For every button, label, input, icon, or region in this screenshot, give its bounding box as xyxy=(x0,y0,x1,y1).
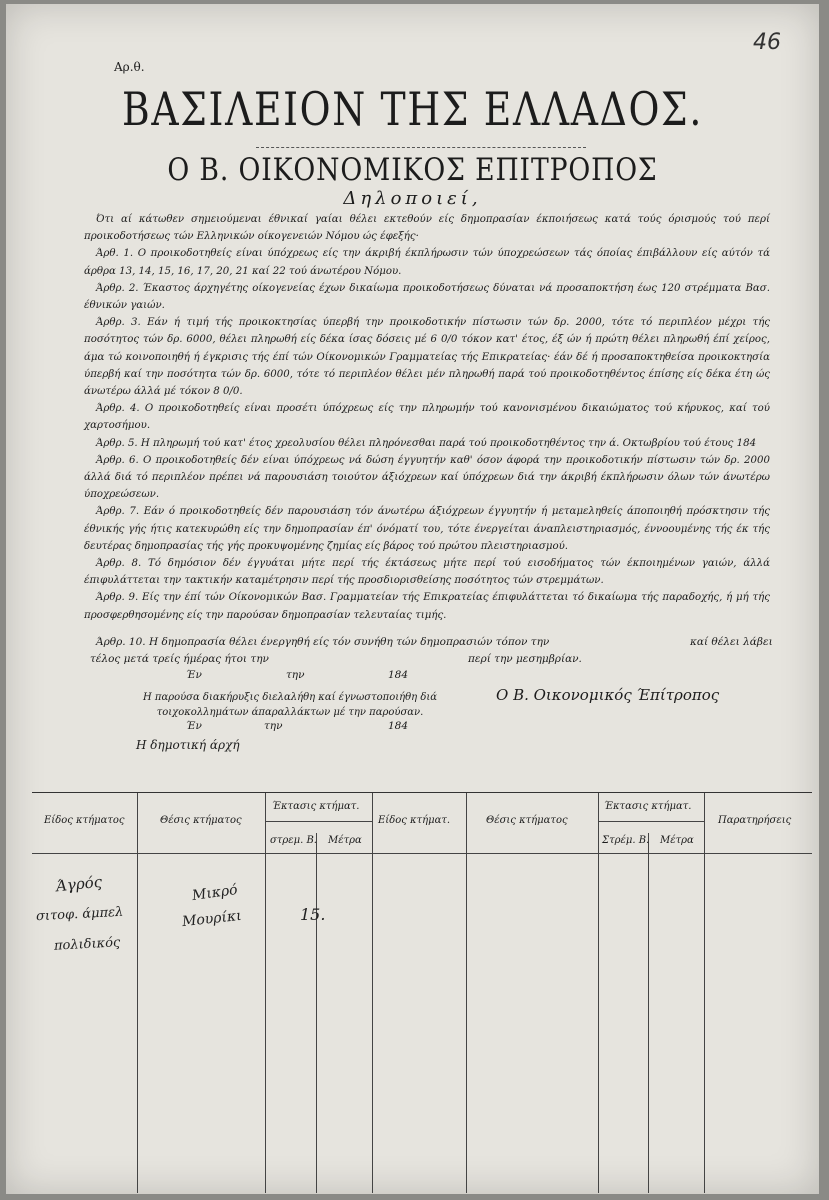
extent-header-rule xyxy=(598,821,704,822)
extent-header-rule xyxy=(265,821,372,822)
table-col-divider xyxy=(316,833,317,1193)
table-col-divider xyxy=(648,833,649,1193)
title-divider xyxy=(256,147,586,148)
page-number: 46 xyxy=(753,30,781,55)
col-kind-header: Είδος κτήματος xyxy=(44,815,125,826)
col-strem-header: στρεμ. Β. xyxy=(270,835,317,846)
article-9: Άρθρ. 9. Είς την έπί τών Οίκονομικών Βασ. Γραμματείαν τής Επικρατείας έπιφυλάττεται τό δικαίωμα τής παραδοχής, ή μή τής προσφερθησομένης είς την παρούσαν δημοπρασίαν τελευταίας τιμής. xyxy=(84,592,770,621)
col-location-header: Θέσις κτήματος xyxy=(160,815,242,826)
article-10-part-b: καί θέλει λάβει xyxy=(690,636,773,648)
date2-tin: την xyxy=(264,720,283,732)
date2-en: Έν xyxy=(186,720,202,732)
handwritten-location-2: Μουρίκι xyxy=(181,907,243,931)
proclamation-note: Η παρούσα διακήρυξις διελαλήθη καί έγνωστοποιήθη διά τοιχοκολλημάτων άπαραλλάκτων μέ την παρούσαν. xyxy=(142,692,438,718)
document-number-label: Αρ.θ. xyxy=(114,60,145,74)
article-4: Άρθρ. 4. Ο προικοδοτηθείς είναι προσέτι ύπόχρεως είς την πληρωμήν τού κανονισμένου δικαιώματος τού κήρυκος, καί τού χαρτοσήμου. xyxy=(84,403,770,432)
municipal-authority: Η δημοτική άρχή xyxy=(136,738,240,752)
article-2: Άρθρ. 2. Έκαστος άρχηγέτης οίκογενείας έχων δικαίωμα προικοδοτήσεως δύναται νά προσαποκτήση έως 120 στρέμματα Βασ. έθνικών γαιών. xyxy=(84,282,770,312)
article-5: Άρθρ. 5. Η πληρωμή τού κατ' έτος χρεολυσίου θέλει πληρόνεσθαι παρά τού προικοδοτηθέντος την ά. Οκτωβρίου τού έτους 184 xyxy=(96,437,757,449)
date1-en: Έν xyxy=(186,669,202,681)
handwritten-kind-3: πολιδικός xyxy=(53,935,121,954)
col-extent2-header: Έκτασις κτήματ. xyxy=(604,801,692,812)
page-title: ΒΑΣΙΛΕΙΟΝ ΤΗΣ ΕΛΛΑΔΟΣ. xyxy=(122,82,703,136)
col-metra2-header: Μέτρα xyxy=(660,835,694,846)
handwritten-kind-2: σιτοφ. άμπελ xyxy=(35,904,124,925)
body-text xyxy=(84,211,770,624)
handwritten-kind-1: Άγρός xyxy=(55,872,103,896)
subtitle: Ο Β. ΟΙΚΟΝΟΜΙΚΟΣ ΕΠΙΤΡΟΠΟΣ xyxy=(167,152,658,188)
intro-paragraph: Ότι αί κάτωθεν σημειούμεναι έθνικαί γαίαι θέλει εκτεθούν είς δημοπρασίαν έκποιήσεως κατά τούς όρισμούς τού περί προικοδοτήσεως τών Ελληνικών οίκογενειών Νόμου ώς έφεξής· xyxy=(84,214,770,243)
col-location2-header: Θέσις κτήματος xyxy=(486,815,568,826)
date1-year: 184 xyxy=(388,669,409,681)
property-table xyxy=(32,792,812,1193)
col-strem2-header: Στρέμ. Β. xyxy=(602,835,650,846)
article-7: Άρθρ. 7. Εάν ό προικοδοτηθείς δέν παρουσιάση τόν άνωτέρω άξιόχρεων έγγυητήν ή μεταμεληθείς άποποιηθή πρόσκτησιν τής έθνικής γής ήτις κατεκυρώθη είς την δημοπρασίαν έπ' όνόματί του, τότε ένεργείται άναπλειστηριασμός, έννοουμένης τής έκ τής δευτέρας δημοπρασίας τής γής προκυψομένης ζημίας είς βάρος τού πρώτου πλειστηριασμού. xyxy=(84,506,770,552)
table-header-rule xyxy=(32,853,812,854)
col-notes-header: Παρατηρήσεις xyxy=(718,815,792,826)
article-10-part-d: περί την μεσημβρίαν. xyxy=(468,653,582,665)
col-kind2-header: Είδος κτήματ. xyxy=(378,815,451,826)
article-1: Άρθ. 1. Ο προικοδοτηθείς είναι ύπόχρεως είς την άκριβή έκπλήρωσιν τών ύποχρεώσεων τάς όποίας έπιβάλλουν είς αύτόν τά άρθρα 13, 14, 15, 16, 17, 20, 21 καί 22 τού άνωτέρου Νόμου. xyxy=(84,248,770,277)
document-sheet xyxy=(6,4,819,1194)
date1-tin: την xyxy=(286,669,305,681)
commissioner-signature: Ο Β. Οικονομικός Έπίτροπος xyxy=(496,686,720,704)
article-3: Άρθρ. 3. Εάν ή τιμή τής προικοκτησίας ύπερβή την προικοδοτικήν πίστωσιν τών δρ. 2000, τότε τό περιπλέον μέχρι τής ποσότητος τών δρ. 6000, θέλει πληρωθή είς δέκα ίσας δόσεις μέ 6 0/0 τόκον κατ' έτος, έξ ών ή πρώτη θέλει πληρωθή έπί χείρος, άμα τώ κοινοποιηθή ή έγκρισις τής έπί τών Οίκονομικών Γραμματείας τής Επικρατείας· έάν δέ ή προσαποκτηθείσα προικοκτησία ύπερβή καί την ποσότητα τών δρ. 6000, τότε τό περιπλέον θέλει μέν πληρωθή παρά τού προικοδοτηθέντος έπίσης είς δέκα έτη ώς άνωτέρω άλλά μέ τόκον 8 0/0. xyxy=(84,317,770,398)
article-10-part-a: Άρθρ. 10. Η δημοπρασία θέλει ένεργηθή είς τόν συνήθη τών δημοπρασιών τόπον την xyxy=(96,636,550,648)
article-10-part-c: τέλος μετά τρείς ήμέρας ήτοι την xyxy=(90,653,269,665)
article-8: Άρθρ. 8. Τό δημόσιον δέν έγγυάται μήτε περί τής έκτάσεως μήτε περί τού εισοδήματος τών έκποιημένων γαιών, άλλά έπιφυλάττεται την τακτικήν καταμέτρησιν περί τής προσδιορισθείσης ποσότητος τών στρεμμάτων. xyxy=(84,558,770,587)
date2-year: 184 xyxy=(388,720,409,732)
col-extent-header: Έκτασις κτήματ. xyxy=(272,801,360,812)
article-6: Άρθρ. 6. Ο προικοδοτηθείς δέν είναι ύπόχρεως νά δώση έγγυητήν καθ' όσον άφορά την προικοδοτικήν πίστωσιν τών δρ. 2000 άλλά διά τό περιπλέον πρέπει νά παρουσιάση τοιούτον άξιόχρεων καί ύπόχρεων διά την άκριβή έκπλήρωσιν όλων τών άνωτέρω ύποχρεώσεων. xyxy=(84,454,770,501)
col-metra-header: Μέτρα xyxy=(328,835,362,846)
declares-heading: Δηλοποιεί, xyxy=(343,188,482,209)
handwritten-strem-value: 15. xyxy=(300,905,326,924)
handwritten-location-1: Μικρό xyxy=(191,881,239,905)
